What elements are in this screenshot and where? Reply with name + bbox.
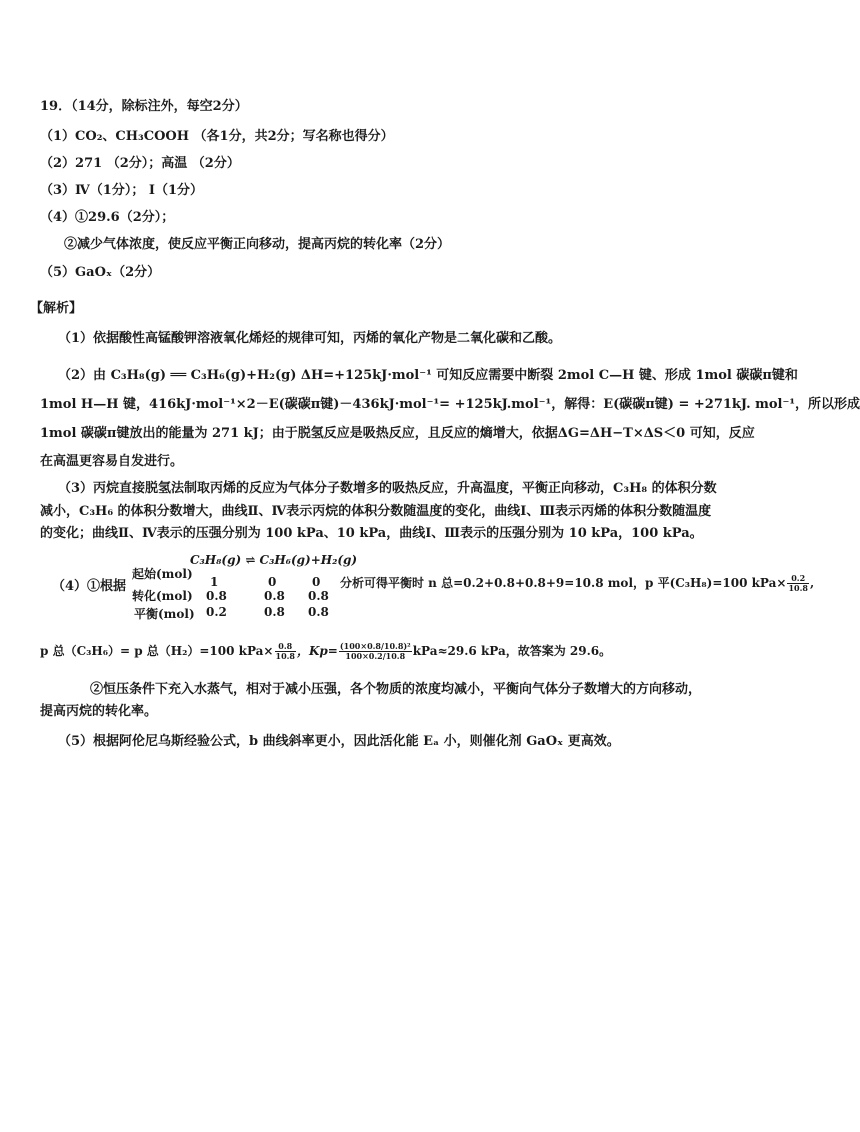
row-change-label: 转化(mol) [132, 589, 193, 603]
kp-fraction [339, 642, 412, 661]
fraction-denominator: 10.8 [275, 651, 295, 661]
equilibrium-reaction: C₃H₈(g) ⇌ C₃H₆(g)+H₂(g) [190, 553, 358, 567]
answer-3: （3）Ⅳ（1分）； Ⅰ（1分） [40, 183, 203, 198]
analysis-part-3-line-1: （3）丙烷直接脱氢法制取丙烯的反应为气体分子数增多的吸热反应，升高温度，平衡正向移动，C₃H₈ 的体积分数 [58, 481, 717, 496]
row-change-v3: 0.8 [308, 589, 329, 603]
analysis-label: 【解析】 [30, 301, 83, 316]
analysis-part-1: （1）依据酸性高锰酸钾溶液氧化烯烃的规律可知，丙烯的氧化产物是二氧化碳和乙酸。 [58, 331, 562, 346]
partial-pressure-text: p 总（C₃H₆）= p 总（H₂）=100 kPa× [40, 644, 274, 658]
analysis-part-5: （5）根据阿伦尼乌斯经验公式，b 曲线斜率更小，因此活化能 Eₐ 小，则催化剂 GaOₓ 更高效。 [58, 734, 620, 749]
fraction-numerator: 0.2 [787, 574, 808, 584]
analysis-part-4-2-line-2: 提高丙烷的转化率。 [40, 704, 158, 719]
fraction-c3h8 [787, 574, 808, 593]
kp-denominator: 100×0.2/10.8 [345, 651, 406, 661]
analysis-part-2-line-3: 1mol 碳碳π键放出的能量为 271 kJ；由于脱氢反应是吸热反应，且反应的熵增大，依据ΔG=ΔH−T×ΔS＜0 可知，反应 [40, 426, 755, 441]
comma: , [809, 576, 815, 590]
row-equilibrium-label: 平衡(mol) [134, 607, 195, 621]
equilibrium-table [132, 552, 358, 624]
fraction-denominator: 10.8 [788, 583, 808, 593]
answer-1: （1）CO₂、CH₃COOH （各1分，共2分；写名称也得分） [40, 129, 394, 144]
answer-4-part-2: ②减少气体浓度，使反应平衡正向移动，提高丙烷的转化率（2分） [64, 237, 451, 252]
question-heading: 19．（14分，除标注外，每空2分） [40, 99, 248, 114]
analysis-part-2-line-1: （2）由 C₃H₈(g) ══ C₃H₆(g)+H₂(g) ΔH=+125kJ·mol⁻¹ 可知反应需要中断裂 2mol C—H 键、形成 1mol 碳碳π键和 [58, 368, 798, 383]
answer-5: （5）GaOₓ（2分） [40, 265, 161, 280]
row-initial-label: 起始(mol) [132, 567, 193, 581]
analysis-part-4-result [340, 574, 814, 593]
row-initial-v1: 1 [210, 575, 219, 589]
row-equilibrium-v3: 0.8 [308, 605, 329, 619]
analysis-part-4-prefix: （4）①根据 [52, 579, 127, 594]
kp-result-text: kPa≈29.6 kPa，故答案为 29.6。 [412, 644, 612, 658]
analysis-part-4-2-line-1: ②恒压条件下充入水蒸气，相对于减小压强，各个物质的浓度均减小，平衡向气体分子数增大的方向移动， [90, 682, 702, 697]
analysis-part-3-line-2: 减小，C₃H₆ 的体积分数增大，曲线Ⅱ、Ⅳ表示丙烷的体积分数随温度的变化，曲线Ⅰ、Ⅲ表示丙烯的体积分数随温度 [40, 504, 712, 519]
answer-2: （2）271 （2分）；高温 （2分） [40, 156, 240, 171]
analysis-part-3-line-3: 的变化；曲线Ⅱ、Ⅳ表示的压强分别为 100 kPa、10 kPa，曲线Ⅰ、Ⅲ表示的压强分别为 10 kPa，100 kPa。 [40, 526, 703, 541]
kp-numerator: (100×0.8/10.8)² [339, 641, 411, 651]
row-change-v2: 0.8 [264, 589, 285, 603]
row-initial-v2: 0 [268, 575, 277, 589]
row-equilibrium-v2: 0.8 [264, 605, 285, 619]
answer-4-part-1: （4）①29.6（2分）； [40, 210, 175, 225]
analysis-part-4-text: 分析可得平衡时 n 总=0.2+0.8+0.8+9=10.8 mol，p 平(C₃H₈)=100 kPa× [340, 576, 787, 590]
row-initial-v3: 0 [312, 575, 321, 589]
fraction-c3h6 [275, 642, 296, 661]
analysis-part-2-line-4: 在高温更容易自发进行。 [40, 454, 184, 469]
analysis-part-4-kp [40, 640, 611, 662]
row-equilibrium-v1: 0.2 [206, 605, 227, 619]
row-change-v1: 0.8 [206, 589, 227, 603]
kp-label: ，Kp= [296, 644, 338, 658]
fraction-numerator: 0.8 [275, 642, 296, 652]
analysis-part-2-line-2: 1mol H—H 键，416kJ·mol⁻¹×2－E(碳碳π键)－436kJ·mol⁻¹= +125kJ.mol⁻¹，解得：E(碳碳π键) = +271kJ. mol⁻¹，所以形成 [40, 397, 860, 412]
